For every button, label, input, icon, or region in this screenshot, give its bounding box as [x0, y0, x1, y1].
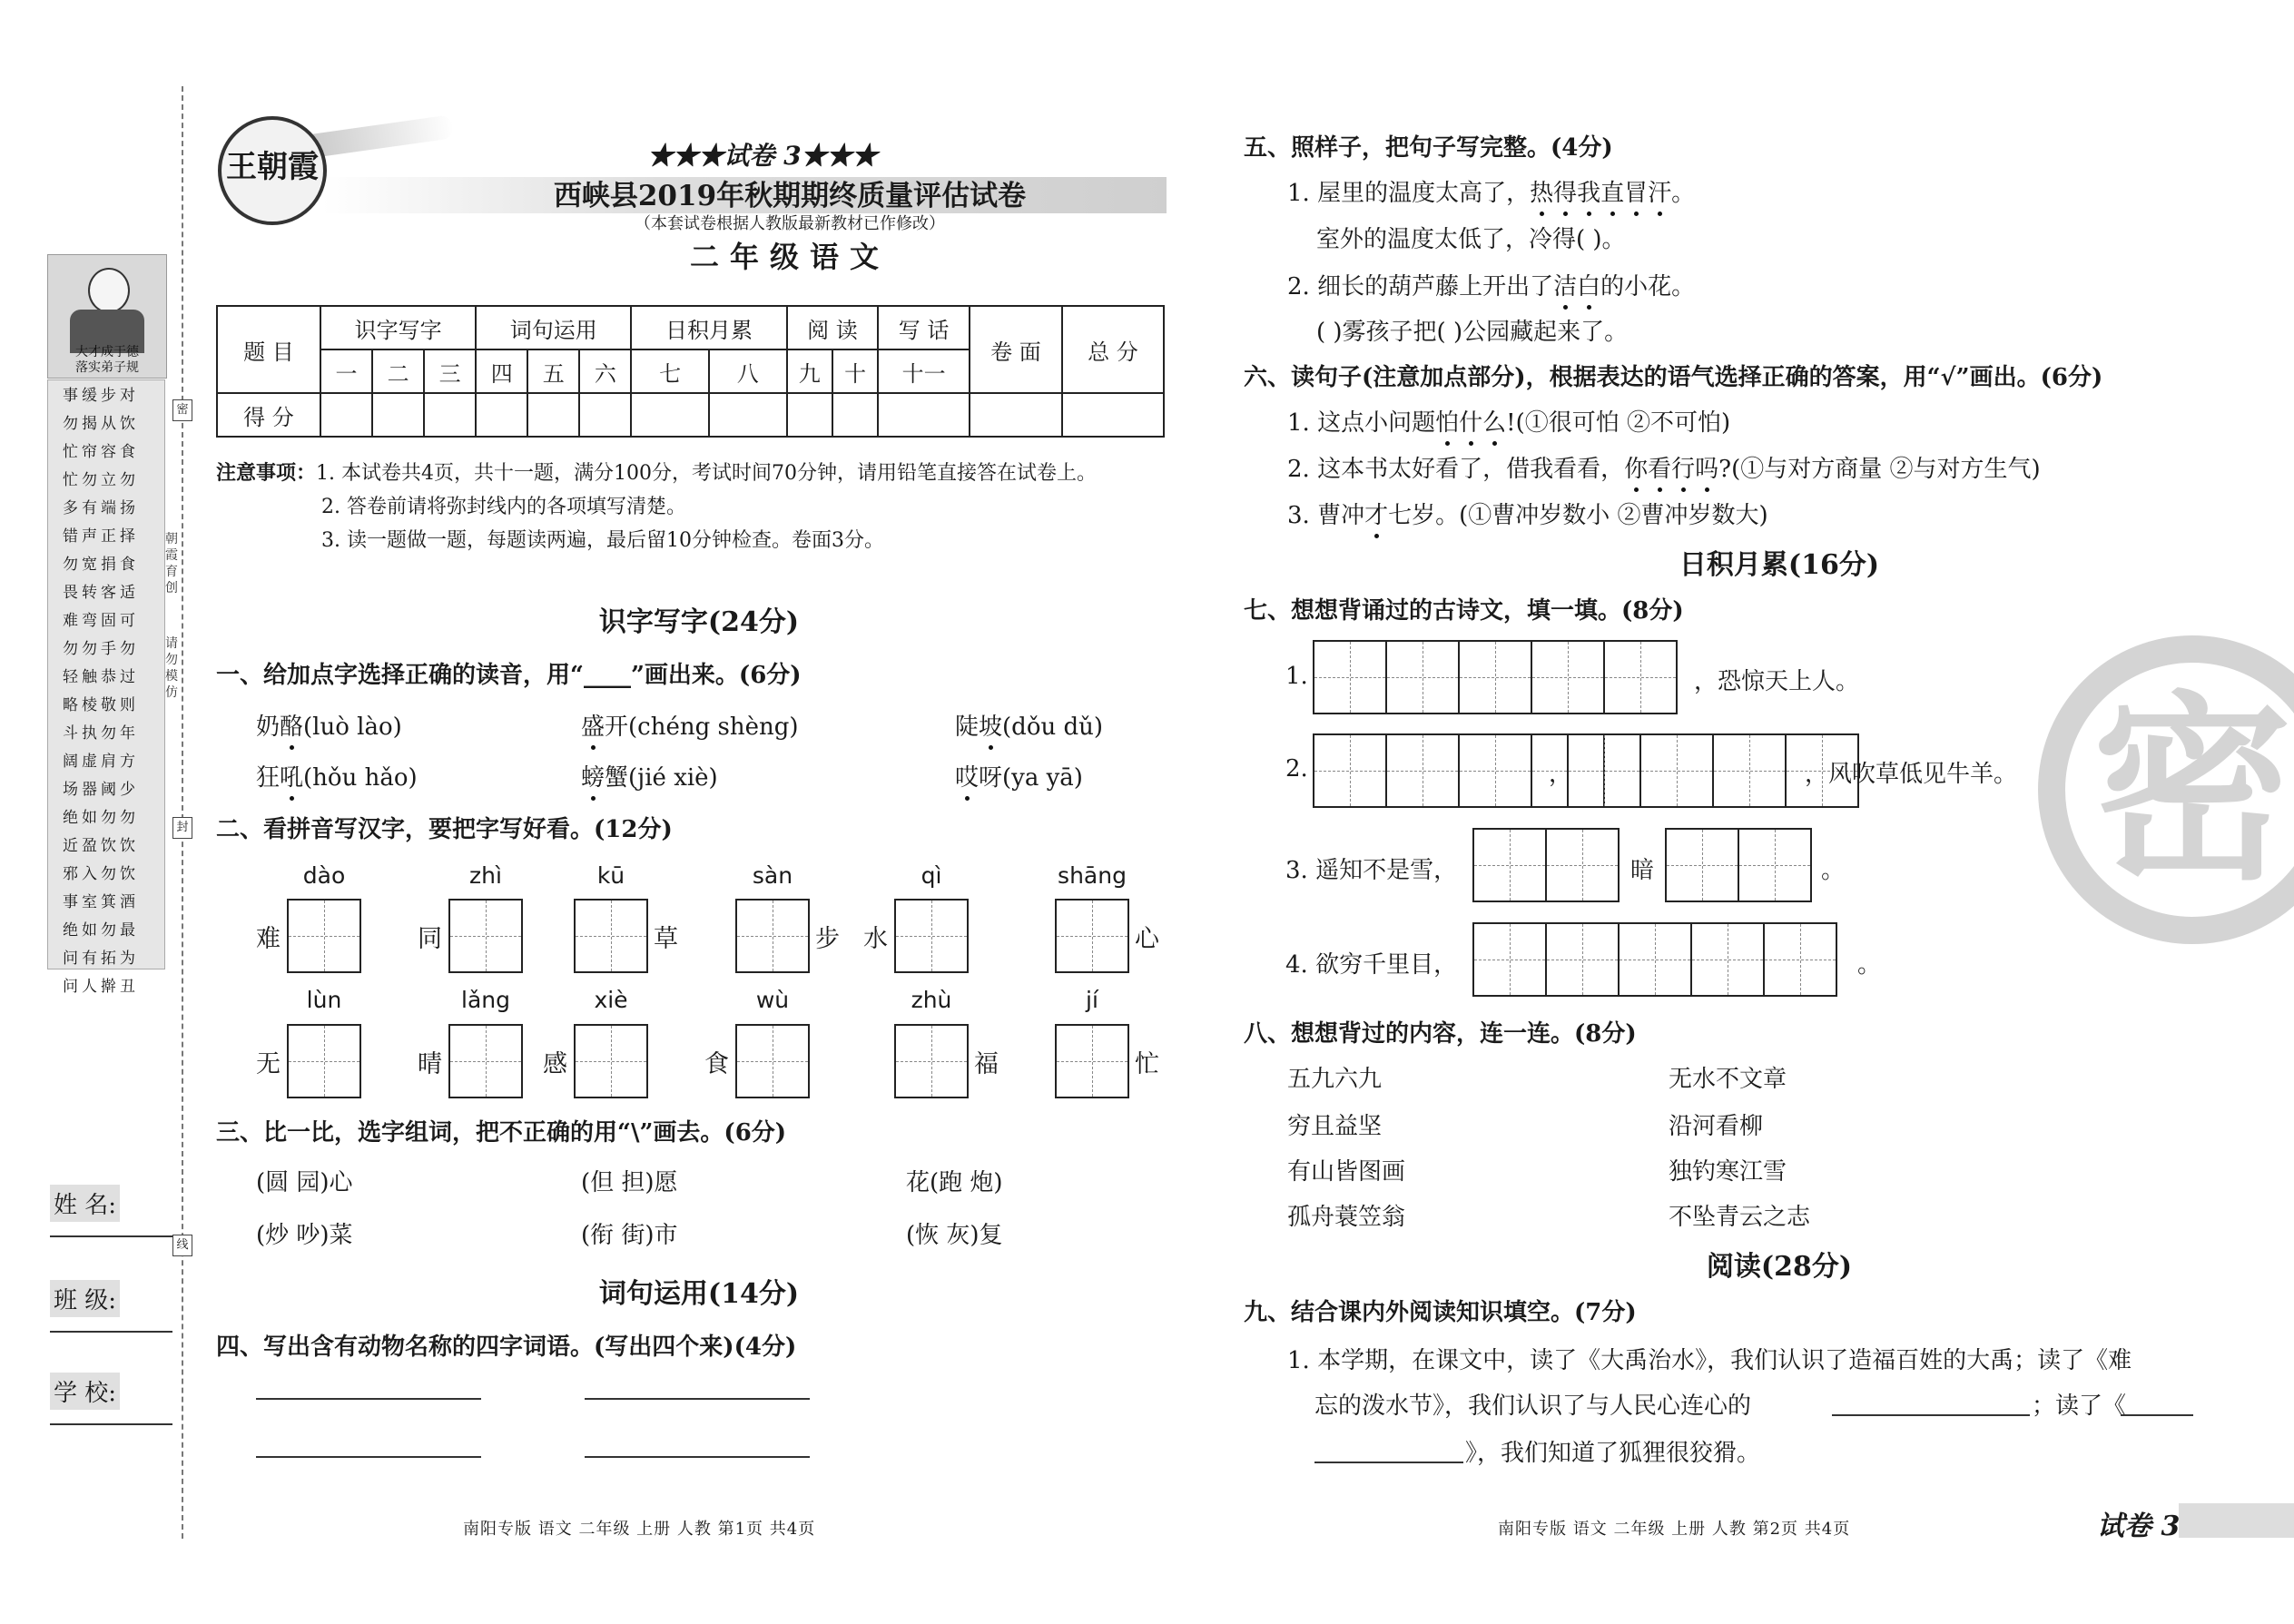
maxim-line: 斗执勿年: [63, 724, 139, 743]
q3-item[interactable]: (但 担)愿: [581, 1169, 678, 1196]
character-box[interactable]: [448, 899, 523, 973]
character-box[interactable]: [735, 899, 810, 973]
q9-blank-2[interactable]: [2121, 1414, 2193, 1416]
character-box[interactable]: [574, 1024, 648, 1098]
poem-character-box[interactable]: [1665, 828, 1739, 902]
character-box[interactable]: [1055, 899, 1129, 973]
q8-right-item[interactable]: 沿河看柳: [1669, 1113, 1764, 1140]
emphasis-char: 什: [1459, 404, 1482, 438]
q1-item-dotted-char: 哎: [955, 759, 979, 792]
poem-character-box[interactable]: [1531, 640, 1605, 714]
row-label-question: 题 目: [217, 306, 320, 393]
maxim-line: 难弯固可: [63, 612, 139, 630]
q1-item-post: (luò lào): [303, 714, 402, 741]
q1-item-pre: 奶: [256, 714, 281, 741]
score-cell[interactable]: [787, 393, 832, 437]
q1-item-dotted-char: 吼: [280, 759, 303, 792]
q1-item[interactable]: [256, 759, 418, 792]
pinyin-label: kū: [596, 862, 625, 889]
q5-1a-dotted: [1530, 180, 1671, 207]
maxim-line: 邪入勿饮: [63, 865, 139, 883]
portrait-face: [88, 268, 130, 313]
poem-character-box[interactable]: [1639, 733, 1714, 808]
q1-item[interactable]: [581, 708, 799, 742]
emphasis-char: 热: [1530, 174, 1553, 208]
seal-text-2: 请勿模仿: [165, 636, 178, 700]
maxim-line: 多有端扬: [63, 499, 139, 517]
poem-character-box[interactable]: [1472, 828, 1547, 902]
q7-1-boxes[interactable]: [1314, 640, 1678, 714]
q5-2a-pre: 2. 细长的葫芦藤上开出了: [1287, 273, 1554, 300]
maxim-line: 问有拓为: [63, 950, 139, 968]
poem-character-box[interactable]: [1313, 640, 1387, 714]
note-2: 2. 答卷前请将弥封线内的各项填写清楚。: [321, 496, 686, 518]
maxim-line: 忙帘容食: [63, 443, 139, 461]
poem-character-box[interactable]: [1385, 640, 1460, 714]
q5-2a-dotted: [1553, 273, 1600, 300]
question-5: 五、照样子，把句子写完整。(4分): [1244, 134, 1613, 162]
q1-item[interactable]: [581, 759, 718, 792]
exam-title: 西峡县2019年秋期期终质量评估试卷: [553, 180, 1027, 212]
given-character: 同: [418, 925, 442, 953]
footer-left: 南阳专版 语文 二年级 上册 人教 第1页 共4页: [463, 1520, 816, 1539]
group-usage: 词句运用: [476, 306, 631, 349]
q1-item-dotted-char: 酪: [280, 708, 303, 742]
q1-item-pre: 狂: [256, 764, 281, 792]
seal-label-mi: 密: [172, 399, 192, 421]
q1-item-post: 呀(ya yā): [979, 764, 1083, 792]
question-8: 八、想想背过的内容，连一连。(8分): [1244, 1020, 1637, 1048]
section-usage: 词句运用(14分): [598, 1278, 800, 1310]
maxim-line: 近盈饮饮: [63, 837, 139, 855]
maxims-panel: [47, 379, 165, 996]
q5-1a-post: 。: [1671, 180, 1696, 207]
answer-line[interactable]: [256, 1456, 481, 1458]
pinyin-label: zhì: [469, 862, 502, 889]
q6-2-options: ?(①与对方商量 ②与对方生气): [1718, 456, 2041, 483]
poem-character-box[interactable]: [1618, 922, 1692, 997]
given-character: 忙: [1135, 1050, 1159, 1078]
pinyin-label: sàn: [752, 862, 793, 889]
q7-3-boxes-a[interactable]: [1474, 828, 1620, 902]
given-character: 晴: [418, 1050, 442, 1078]
character-box[interactable]: [1055, 1024, 1129, 1098]
q6-1-options: !(①很可怕 ②不可怕): [1506, 409, 1731, 437]
q7-3-boxes-b[interactable]: [1667, 828, 1812, 902]
emphasis-char: 行: [1671, 450, 1695, 484]
pinyin-label: lǎng: [461, 987, 510, 1013]
character-box[interactable]: [448, 1024, 523, 1098]
emphasis-char: 直: [1600, 174, 1624, 208]
maxim-line: 略棱敬则: [63, 696, 139, 714]
character-box[interactable]: [287, 899, 361, 973]
pinyin-label: jí: [1086, 987, 1098, 1013]
brand-logo: 王朝霞: [218, 116, 327, 225]
q8-left-item[interactable]: 五九六九: [1287, 1066, 1383, 1093]
group-accumulation: 日积月累: [631, 306, 786, 349]
character-box[interactable]: [735, 1024, 810, 1098]
poem-character-box[interactable]: [1690, 922, 1765, 997]
seal-label-xian: 线: [172, 1235, 192, 1256]
q7-2-number: 2.: [1285, 755, 1308, 782]
emphasis-char: 冒: [1624, 174, 1648, 208]
school-label: 学 校:: [50, 1373, 120, 1410]
q1-item-post: (dǒu dǔ): [1002, 714, 1104, 741]
notes-label: 注意事项：: [216, 461, 317, 485]
maxim-line: 错声正择: [63, 527, 139, 546]
col-1: 一: [320, 349, 372, 393]
q7-4-pre: 4. 欲穷千里目，: [1285, 951, 1458, 979]
pinyin-label: xiè: [594, 987, 628, 1013]
q3-item[interactable]: (圆 园)心: [256, 1169, 353, 1196]
maxim-line: 轻触恭过: [63, 668, 139, 686]
q6-2-pre: 2. 这本书太好看了，借我看看，: [1287, 456, 1625, 483]
q7-4-boxes[interactable]: [1474, 922, 1837, 997]
q6-item-3[interactable]: [1287, 497, 1768, 530]
poem-character-box[interactable]: [1458, 733, 1532, 808]
poem-character-box[interactable]: [1567, 733, 1641, 808]
emphasis-char: 看: [1648, 450, 1671, 484]
col-8: 八: [709, 349, 787, 393]
q7-3-mid: 暗: [1630, 857, 1655, 884]
maxim-line: 绝如勿勿: [63, 809, 139, 827]
pinyin-label: lùn: [306, 987, 342, 1013]
grade-subject: 二年级语文: [689, 240, 890, 274]
school-field[interactable]: [50, 1373, 177, 1410]
q7-1-post: ，恐惊天上人。: [1694, 668, 1860, 695]
score-cell[interactable]: [832, 393, 878, 437]
q1-item-pre: 陡: [955, 714, 980, 741]
q3-item[interactable]: 花(跑 炮): [906, 1169, 1003, 1196]
maxim-line: 忙勿立勿: [63, 471, 139, 489]
score-cell[interactable]: [424, 393, 476, 437]
maxim-line: 勿宽捐食: [63, 556, 139, 574]
group-reading: 阅 读: [787, 306, 879, 349]
name-field[interactable]: [50, 1185, 177, 1222]
q1-item[interactable]: [955, 708, 1103, 742]
page-tag-band: [2179, 1503, 2294, 1538]
q7-2-post: ，风吹草低见牛羊。: [1805, 761, 2018, 788]
q9-line-2b: ；读了《: [2032, 1393, 2127, 1420]
q6-2-dotted: [1624, 456, 1718, 483]
emphasis-char: 得: [1553, 174, 1577, 208]
score-cell[interactable]: [709, 393, 787, 437]
q5-example-1: [1287, 174, 1695, 208]
score-cell[interactable]: [579, 393, 631, 437]
given-character: 感: [543, 1050, 567, 1078]
emphasis-char: 汗: [1648, 174, 1671, 208]
q5-example-2: [1287, 268, 1695, 301]
group-writing: 写 话: [878, 306, 970, 349]
q3-item[interactable]: (衔 街)市: [581, 1222, 678, 1249]
maxim-line: 场器阈少: [63, 781, 139, 799]
col-2: 二: [372, 349, 424, 393]
note-3: 3. 读一题做一题，每题读两遍，最后留10分钟检查。卷面3分。: [321, 529, 884, 552]
score-cell[interactable]: [631, 393, 709, 437]
q7-1-number: 1.: [1285, 663, 1308, 690]
q1-item-dotted-char: 坡: [979, 708, 1002, 742]
exam-notes: [216, 457, 1178, 557]
col-4: 四: [476, 349, 527, 393]
poem-character-box[interactable]: [1313, 733, 1387, 808]
section-accumulation: 日积月累(16分): [1679, 549, 1880, 581]
score-cell[interactable]: [970, 393, 1062, 437]
pinyin-label: zhù: [911, 987, 952, 1013]
q7-4-post: 。: [1857, 951, 1882, 979]
given-character: 水: [863, 925, 888, 953]
portrait-caption: [48, 345, 166, 376]
score-cell[interactable]: [878, 393, 970, 437]
q6-3-pre: 3. 曹冲: [1287, 502, 1365, 529]
q9-line-3: 》，我们知道了狐狸很狡猾。: [1465, 1440, 1761, 1467]
q1-item[interactable]: [256, 708, 402, 742]
col-7: 七: [631, 349, 709, 393]
q8-left-item[interactable]: 孤舟蓑笠翁: [1287, 1204, 1406, 1231]
poem-character-box[interactable]: [1603, 640, 1678, 714]
group-literacy: 识字写字: [320, 306, 476, 349]
given-character: 难: [256, 925, 281, 953]
maxim-line: 绝如勿最: [63, 921, 139, 940]
row-label-score: 得 分: [217, 393, 320, 437]
character-box[interactable]: [574, 899, 648, 973]
question-9: 九、结合课内外阅读知识填空。(7分): [1244, 1299, 1637, 1326]
q3-item[interactable]: (炒 吵)菜: [256, 1222, 353, 1249]
q9-line-2a: 忘的泼水节》，我们认识了与人民心连心的: [1314, 1393, 1752, 1420]
pinyin-label: shāng: [1058, 862, 1127, 889]
q9-line-1: 1. 本学期，在课文中，读了《大禹治水》，我们认识了造福百姓的大禹；读了《难: [1287, 1347, 2132, 1374]
answer-line[interactable]: [585, 1398, 810, 1400]
q8-right-item[interactable]: 独钓寒江雪: [1669, 1158, 1787, 1186]
q1-item-dotted-char: 螃: [581, 759, 605, 792]
maxim-line: 问人擀丑: [63, 978, 139, 996]
q1-item[interactable]: [955, 759, 1083, 792]
q1-item-post: 蟹(jié xiè): [605, 764, 718, 792]
secret-watermark: 密: [2038, 635, 2294, 944]
q6-1-dotted: [1435, 409, 1506, 437]
q6-1-pre: 1. 这点小问题: [1287, 409, 1436, 437]
col-10: 十: [832, 349, 878, 393]
seal-label-feng: 封: [172, 817, 192, 839]
q8-right-item[interactable]: 不坠青云之志: [1669, 1204, 1811, 1231]
name-label: 姓 名:: [50, 1185, 120, 1222]
class-label: 班 级:: [50, 1280, 120, 1317]
pinyin-label: dào: [302, 862, 346, 889]
q5-1a-pre: 1. 屋里的温度太高了，: [1287, 180, 1531, 207]
q8-right-item[interactable]: 无水不文章: [1669, 1066, 1787, 1093]
col-6: 六: [579, 349, 631, 393]
emphasis-char: 吗: [1695, 450, 1718, 484]
character-box[interactable]: [894, 899, 969, 973]
seal-text-1: 朝霞育创: [165, 532, 178, 595]
paper-number: ★★★试卷 3★★★: [647, 141, 878, 171]
question-6: 六、读句子(注意加点部分)，根据表达的语气选择正确的答案，用“√”画出。(6分): [1244, 364, 2103, 391]
given-character: 草: [654, 925, 678, 953]
character-box[interactable]: [894, 1024, 969, 1098]
maxim-line: 阔虚肩方: [63, 753, 139, 771]
q8-left-item[interactable]: 穷且益坚: [1287, 1113, 1383, 1140]
poem-character-box[interactable]: [1763, 922, 1837, 997]
q6-item-2[interactable]: [1287, 450, 2041, 484]
class-field[interactable]: [50, 1280, 177, 1317]
q7-2-comma: ，: [1549, 761, 1573, 788]
q5-2a-post: 的小花。: [1600, 273, 1696, 300]
col-9: 九: [787, 349, 832, 393]
score-table: [216, 305, 1165, 438]
portrait-caption-1: 大才成于德: [75, 345, 139, 359]
emphasis-char: 你: [1624, 450, 1648, 484]
q7-3-post: 。: [1821, 857, 1846, 884]
col-3: 三: [424, 349, 476, 393]
footer-right: 南阳专版 语文 二年级 上册 人教 第2页 共4页: [1498, 1520, 1851, 1539]
given-character: 食: [704, 1050, 729, 1078]
poem-character-box[interactable]: [1458, 640, 1532, 714]
emphasis-char: 怕: [1435, 404, 1459, 438]
poem-character-box[interactable]: [1545, 828, 1620, 902]
binding-line: [182, 86, 183, 1539]
maxim-line: 事室箕酒: [63, 893, 139, 911]
poem-character-box[interactable]: [1712, 733, 1787, 808]
score-cell[interactable]: [372, 393, 424, 437]
q9-blank-3[interactable]: [1314, 1462, 1463, 1463]
q7-3-pre: 3. 遥知不是雪，: [1285, 857, 1458, 884]
col-5: 五: [527, 349, 579, 393]
given-character: 步: [815, 925, 840, 953]
score-cell[interactable]: [320, 393, 372, 437]
emphasis-char: 洁: [1553, 268, 1577, 301]
pinyin-label: qì: [921, 862, 942, 889]
poem-character-box[interactable]: [1472, 922, 1547, 997]
emphasis-char: 么: [1482, 404, 1506, 438]
given-character: 心: [1135, 925, 1159, 953]
portrait-caption-2: 落实弟子规: [75, 360, 139, 375]
q1-item-post: 开(chéng shèng): [605, 714, 799, 741]
q8-left-item[interactable]: 有山皆图画: [1287, 1158, 1406, 1186]
maxim-line: 事缓步对: [63, 387, 139, 405]
poem-character-box[interactable]: [1545, 922, 1620, 997]
question-3: 三、比一比，选字组词，把不正确的用“\”画去。(6分): [216, 1119, 787, 1147]
q5-fill-1[interactable]: 室外的温度太低了，冷得( )。: [1316, 226, 1626, 253]
poem-character-box[interactable]: [1738, 828, 1812, 902]
score-cell[interactable]: [1062, 393, 1164, 437]
exam-subtitle: （本套试卷根据人教版最新教材已作修改）: [635, 214, 945, 233]
given-character: 福: [974, 1050, 999, 1078]
q9-blank-1[interactable]: [1832, 1414, 2030, 1416]
section-reading: 阅读(28分): [1706, 1251, 1853, 1283]
maxim-line: 勿揭从饮: [63, 415, 139, 433]
group-total: 总 分: [1062, 306, 1164, 393]
question-1: 一、给加点字选择正确的读音，用“____”画出来。(6分): [216, 662, 802, 689]
pinyin-label: wù: [755, 987, 790, 1013]
section-literacy: 识字写字(24分): [598, 606, 800, 638]
answer-line[interactable]: [256, 1398, 481, 1400]
note-1: 1. 本试卷共4页，共十一题，满分100分，考试时间70分钟，请用铅笔直接答在试卷上。: [316, 462, 1097, 485]
answer-line[interactable]: [585, 1456, 810, 1458]
emphasis-char: 我: [1577, 174, 1600, 208]
portrait-image: [47, 254, 167, 379]
q1-item-dotted-char: 盛: [581, 708, 605, 742]
question-7: 七、想想背诵过的古诗文，填一填。(8分): [1244, 597, 1684, 625]
score-cell[interactable]: [476, 393, 527, 437]
emphasis-char: 白: [1577, 268, 1600, 301]
q6-item-1[interactable]: [1287, 404, 1730, 438]
poem-character-box[interactable]: [1385, 733, 1460, 808]
q1-item-post: (hǒu hǎo): [303, 764, 418, 792]
col-11: 十一: [878, 349, 970, 393]
maxim-line: 畏转客适: [63, 584, 139, 602]
q5-fill-2[interactable]: ( )雾孩子把( )公园藏起来了。: [1316, 319, 1629, 346]
page-tag: 试卷 3: [2097, 1511, 2181, 1542]
score-cell[interactable]: [527, 393, 579, 437]
q6-3-options: 七岁。(①曹冲岁数小 ②曹冲岁数大): [1388, 502, 1768, 529]
question-2: 二、看拼音写汉字，要把字写好看。(12分): [216, 816, 673, 843]
character-box[interactable]: [287, 1024, 361, 1098]
q3-item[interactable]: (恢 灰)复: [906, 1222, 1003, 1249]
question-4: 四、写出含有动物名称的四字词语。(写出四个来)(4分): [216, 1334, 797, 1361]
emphasis-char: 才: [1364, 497, 1388, 530]
q6-3-dotted: [1364, 502, 1388, 529]
given-character: 无: [256, 1050, 281, 1078]
group-neatness: 卷 面: [970, 306, 1062, 393]
maxim-line: 勿勿手勿: [63, 640, 139, 658]
